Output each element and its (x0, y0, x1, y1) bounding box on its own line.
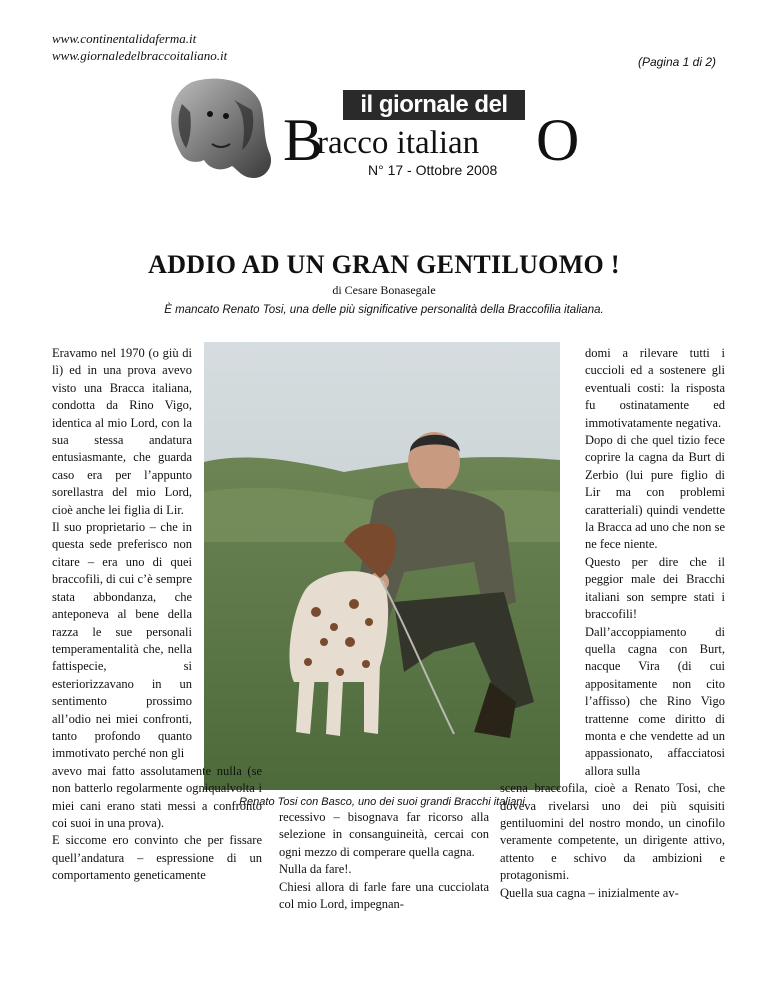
page-number: (Pagina 1 di 2) (637, 55, 716, 69)
masthead-big-o: O (536, 107, 580, 173)
right-paragraph-3: Questo per dire che il peggior male dei Bracchi italiani son sempre stati i braccofili! (585, 554, 725, 622)
masthead-title: racco italian (317, 125, 480, 161)
right-paragraph-1: domi a rilevare tutti i cuccioli ed a sostenere gli eventuali costi: la risposta fu ostinatamente ed immotivatamente negativa. (585, 346, 725, 430)
article-title: ADDIO AD UN GRAN GENTILUOMO ! (148, 250, 620, 279)
website-url-2[interactable]: www.giornaledelbraccoitaliano.it (52, 48, 228, 63)
middle-column (279, 809, 489, 913)
bloodhound-logo-image (162, 74, 278, 182)
right-paragraph-4: Dall’accoppiamento di quella cagna con Burt, nacque Vira (di cui appositamente non cito l’affisso) che Rino Vigo trattenne come diritto di monta e che vendette ad un appassionato, affacciatosi allora sulla (585, 624, 725, 778)
left-column (52, 345, 262, 885)
right-paragraph-5: Quella sua cagna – inizialmente av- (500, 885, 679, 900)
left-paragraph-2-cont: avevo mai fatto assolutamente nulla (se non batterlo regolarmente ogniqualvolta i miei cani erano stati messi a confronto coi suoi in una prova). (52, 763, 262, 830)
article-subtitle: È mancato Renato Tosi, una delle più significative personalità della Braccofilia italiana. (164, 304, 604, 316)
left-paragraph-3: E siccome ero convinto che per fissare quell’andatura – espressione di un comportamento geneticamente (52, 833, 262, 883)
article-byline: di Cesare Bonasegale (332, 283, 436, 297)
left-paragraph-1: Eravamo nel 1970 (o giù di lì) ed in una prova avevo visto una Bracca italiana, condotta da Rino Vigo, identica al mio Lord, con la sua stessa andatura entusiasmante, che guarda caso era per l’appunto sorellastra del mio Lord, cioè anche lei figlia di Lir. (52, 346, 192, 517)
photo-caption: Renato Tosi con Basco, uno dei suoi grandi Bracchi italiani (239, 796, 525, 808)
right-paragraph-4-cont: scena braccofila, cioè a Renato Tosi, che doveva rivelarsi uno dei più squisiti gentiluomini del nostro mondo, un cinofilo veramente competente, un dirigente attivo, attento e schivo da ambizioni e protagonismi. (500, 781, 725, 883)
masthead-big-b: B (283, 107, 324, 173)
right-column (500, 345, 725, 902)
middle-paragraph-3: Chiesi allora di farle fare una cucciolata col mio Lord, impegnan- (279, 879, 489, 912)
right-paragraph-2: Dopo di che quel tizio fece coprire la cagna da Burt di Zerbio (lui pure figlio di Lir ma con problemi caratteriali) quindi vendette la Bracca ad uno che non se ne fece niente. (585, 433, 725, 552)
right-narrow-block (585, 345, 725, 780)
middle-paragraph-1: recessivo – bisognava far ricorso alla selezione in consanguineità, cercai con ogni mezzo di comperare quella cagna. (279, 810, 489, 859)
website-url-1[interactable]: www.continentalidaferma.it (52, 31, 197, 46)
issue-label: N° 17 - Ottobre 2008 (368, 162, 498, 178)
middle-paragraph-2: Nulla da fare!. (279, 862, 352, 877)
left-paragraph-2: Il suo proprietario – che in questa sede preferisco non citare – era uno di quei braccofili, di cui c’è sempre stata abbondanza, che anteponeva al bene della razza le sue personali temperamentalità che, nella fattispecie, si esteriorizzavano in un sentimento prossimo all’odio nei miei confronti, tanto profondo quanto immotivato perché non gli (52, 520, 192, 761)
masthead-band: il giornale del (343, 90, 525, 120)
